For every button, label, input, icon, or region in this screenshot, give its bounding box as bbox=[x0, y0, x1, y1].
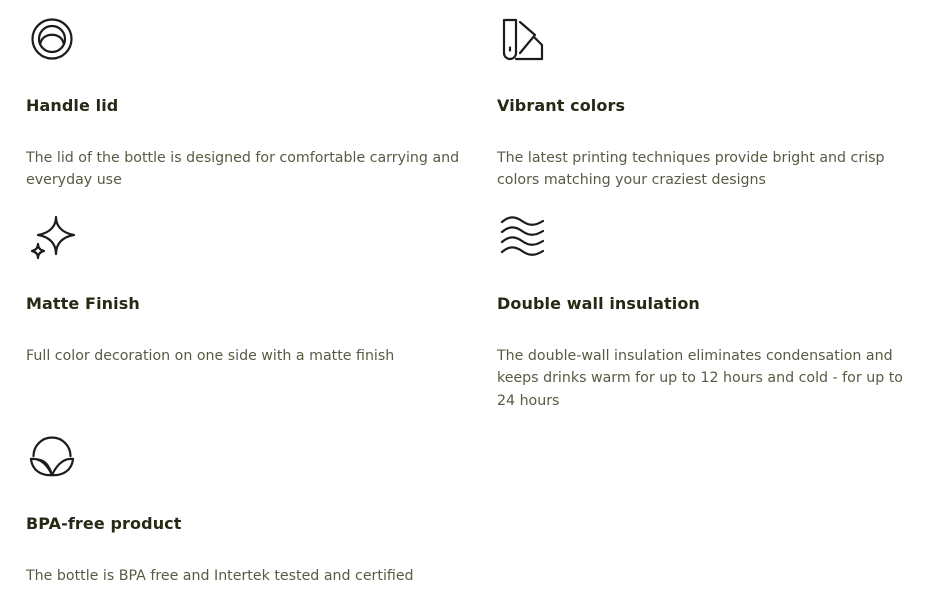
feature-title: BPA-free product bbox=[26, 514, 182, 533]
feature-description: The lid of the bottle is designed for comfortable carrying and everyday use bbox=[26, 150, 460, 189]
sparkle-icon bbox=[26, 212, 78, 264]
feature-description: The bottle is BPA free and Intertek tested and certified bbox=[26, 568, 414, 584]
color-swatch-icon bbox=[497, 14, 549, 66]
feature-title: Matte Finish bbox=[26, 294, 140, 313]
feature-description: Full color decoration on one side with a matte finish bbox=[26, 348, 395, 364]
leaf-icon bbox=[26, 432, 78, 484]
feature-description: The latest printing techniques provide bright and crisp colors matching your craziest designs bbox=[497, 150, 885, 189]
lid-icon bbox=[26, 14, 78, 66]
feature-title: Double wall insulation bbox=[497, 294, 700, 313]
feature-title: Vibrant colors bbox=[497, 96, 626, 115]
waves-icon bbox=[497, 212, 549, 264]
feature-title: Handle lid bbox=[26, 96, 119, 115]
feature-description: The double-wall insulation eliminates condensation and keeps drinks warm for up to 12 hours and cold - for up to 24 hours bbox=[497, 348, 903, 409]
